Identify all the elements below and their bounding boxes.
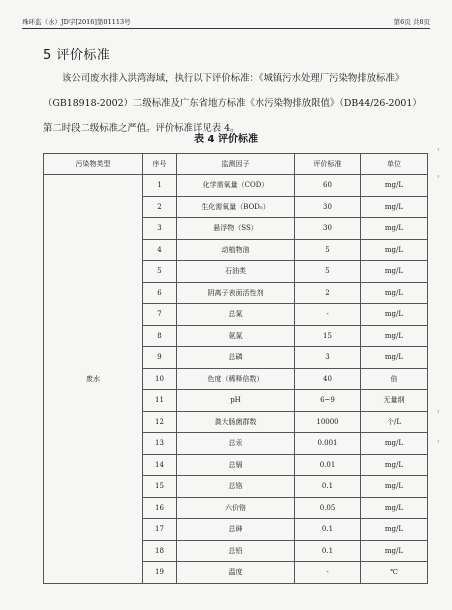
standards-table [43,153,428,584]
factor-cell: 总砷 [177,519,295,541]
row-number-cell: 16 [143,497,177,519]
header-unit: 单位 [361,154,428,175]
row-number-cell: 2 [143,196,177,218]
standard-cell: 0.01 [295,454,361,476]
standard-cell: 10000 [295,411,361,433]
unit-cell: mg/L [361,196,428,218]
standard-cell: 5 [295,261,361,283]
table-body [44,175,428,584]
margin-mark: ' [437,175,440,185]
factor-cell: pH [177,390,295,412]
header-monitoring-factor: 监测因子 [177,154,295,175]
factor-cell: 六价铬 [177,497,295,519]
standard-cell: 3 [295,347,361,369]
unit-cell: mg/L [361,325,428,347]
section-title: 5 评价标准 [43,48,111,63]
unit-cell: ℃ [361,562,428,584]
standard-cell: 0.1 [295,519,361,541]
factor-cell: 温度 [177,562,295,584]
table-header-row [44,154,428,175]
unit-cell: mg/L [361,454,428,476]
unit-cell: mg/L [361,519,428,541]
row-number-cell: 6 [143,282,177,304]
factor-cell: 总氮 [177,304,295,326]
standard-cell: 0.1 [295,476,361,498]
row-number-cell: 4 [143,239,177,261]
factor-cell: 石油类 [177,261,295,283]
factor-cell: 粪大肠菌群数 [177,411,295,433]
header-standard: 评价标准 [295,154,361,175]
standard-cell: 40 [295,368,361,390]
unit-cell: mg/L [361,304,428,326]
factor-cell: 色度（稀释倍数） [177,368,295,390]
unit-cell: mg/L [361,282,428,304]
row-number-cell: 10 [143,368,177,390]
unit-cell: 无量纲 [361,390,428,412]
row-number-cell: 1 [143,175,177,197]
document-number: 珠环监（水）JD字[2016]第01113号 [22,18,131,26]
margin-mark: ' [437,440,440,450]
standard-cell: 15 [295,325,361,347]
factor-cell: 化学需氧量（COD） [177,175,295,197]
row-number-cell: 5 [143,261,177,283]
table-row [44,175,428,197]
factor-cell: 总磷 [177,347,295,369]
pollutant-category-cell: 废水 [44,175,143,584]
header-divider [22,28,430,29]
factor-cell: 总汞 [177,433,295,455]
standard-cell: 30 [295,196,361,218]
row-number-cell: 19 [143,562,177,584]
factor-cell: 总铬 [177,476,295,498]
header-number: 序号 [143,154,177,175]
unit-cell: mg/L [361,239,428,261]
unit-cell: mg/L [361,218,428,240]
row-number-cell: 18 [143,540,177,562]
header-pollutant-type: 污染物类型 [44,154,143,175]
row-number-cell: 14 [143,454,177,476]
factor-cell: 总铅 [177,540,295,562]
margin-mark: ' [437,410,440,420]
standard-cell: 2 [295,282,361,304]
unit-cell: mg/L [361,540,428,562]
standard-cell: - [295,304,361,326]
unit-cell: mg/L [361,261,428,283]
row-number-cell: 3 [143,218,177,240]
standards-paragraph: 该公司废水排入洪湾海域，执行以下评价标准：《城镇污水处理厂污染物排放标准》（GB18918-2002）二级标准及广东省地方标准《水污染物排放限值》（DB44/26-2001）第二时段二级标准之严值。评价标准详见表 4。 [43,73,422,134]
factor-cell: 氨氮 [177,325,295,347]
unit-cell: mg/L [361,476,428,498]
row-number-cell: 17 [143,519,177,541]
factor-cell: 动植物油 [177,239,295,261]
unit-cell: mg/L [361,347,428,369]
row-number-cell: 15 [143,476,177,498]
row-number-cell: 7 [143,304,177,326]
margin-mark: ' [437,148,440,158]
row-number-cell: 9 [143,347,177,369]
page-number: 第6页 共8页 [393,18,430,26]
row-number-cell: 12 [143,411,177,433]
table-caption: 表 4 评价标准 [194,134,258,145]
factor-cell: 生化需氧量（BOD₅） [177,196,295,218]
standard-cell: 0.001 [295,433,361,455]
standard-cell: 5 [295,239,361,261]
unit-cell: mg/L [361,433,428,455]
unit-cell: mg/L [361,175,428,197]
standard-cell: - [295,562,361,584]
standard-cell: 0.1 [295,540,361,562]
standard-cell: 0.05 [295,497,361,519]
standard-cell: 30 [295,218,361,240]
page-header [22,12,430,26]
factor-cell: 阴离子表面活性剂 [177,282,295,304]
unit-cell: mg/L [361,497,428,519]
row-number-cell: 13 [143,433,177,455]
row-number-cell: 8 [143,325,177,347]
standard-cell: 60 [295,175,361,197]
factor-cell: 悬浮物（SS） [177,218,295,240]
unit-cell: 倍 [361,368,428,390]
row-number-cell: 11 [143,390,177,412]
factor-cell: 总镉 [177,454,295,476]
unit-cell: 个/L [361,411,428,433]
standard-cell: 6~9 [295,390,361,412]
